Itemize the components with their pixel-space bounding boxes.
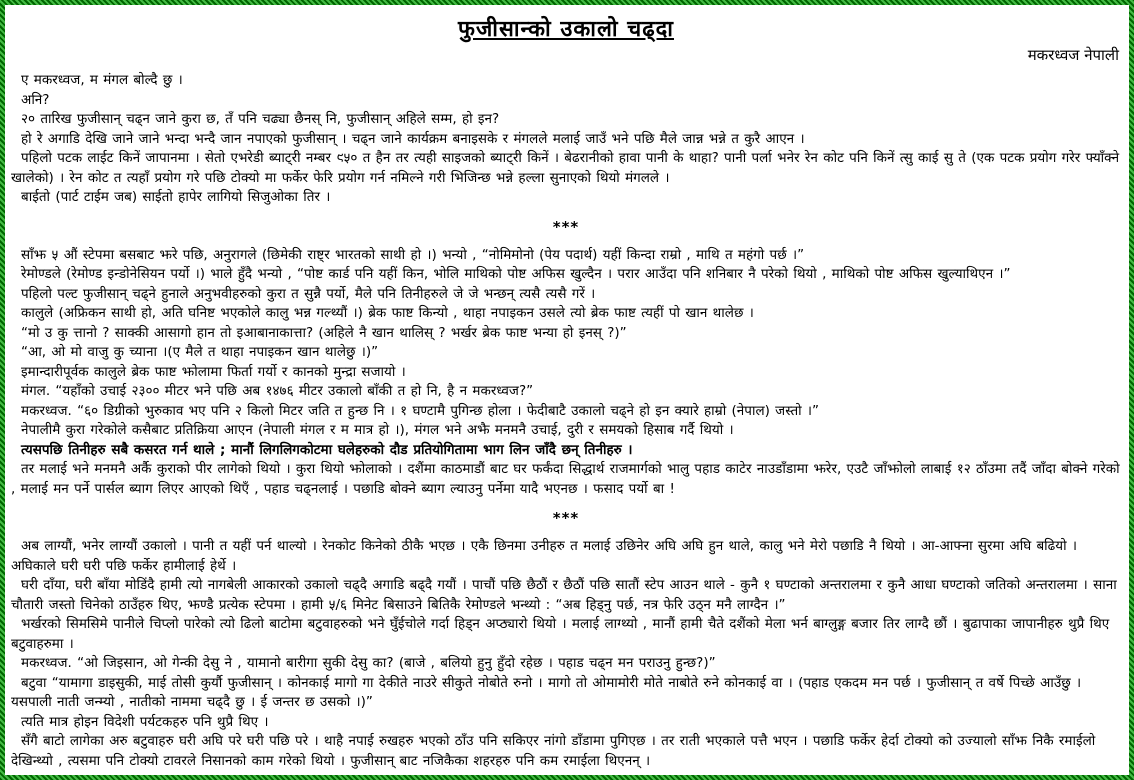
paragraph: कालुले (अफ्रिकन साथी हो, अति घनिष्ट भएकोले कालु भन्न गल्थ्यौं ।) ब्रेक फाष्ट किन्यो , थाहा नपाइकन उसले त्यो ब्रेक फाष्ट त्यहीं पो खान थालेछ । (21, 305, 754, 321)
paragraph: अनि? (21, 91, 50, 108)
paragraph: त्यति मात्र होइन विदेशी पर्यटकहरु पनि थुप्रै थिए । (21, 713, 269, 730)
page-title: फुजीसान्को उकालो चढ्दा (458, 17, 674, 42)
paragraph: पहिलो पटक लाईट किनें जापानमा । सेतो एभरेडी ब्याट्री नम्बर ९५० त हैन तर त्यही साइजको ब्याट्री किनें । बेढरानीको हावा पानी के थाहा? पानी पर्ला भनेर रेन कोट पनि किनें त्सु काई सु ते (एक पटक प्रयोग गरेर फ्याँक्ने खालेको) । रेन कोट त त्यहाँ प्रयोग गरे पछि टोक्यो मा फर्केर फेरि प्रयोग गर्न नमिल्ने गरी भिजिन्छ भन्ने हल्ला सुनाएको थियो मंगलले । (11, 150, 1120, 186)
paragraph: “मो उ कु त्तानो ? साक्की आसागो हान तो इआबानाकात्ता? (अहिले नै खान थालिस् ? भर्खर ब्रेक फाष्ट भन्या हो इनस् ?)” (21, 324, 627, 341)
author-byline: मकरध्वज नेपाली (1027, 46, 1119, 64)
paragraph: पहिलो पल्ट फुजीसान् चढ्ने हुनाले अनुभवीहरुको कुरा त सुन्नै पर्यो, मैले पनि तिनीहरुले जे जे भन्छन् त्यसै त्यसै गरें । (21, 285, 596, 302)
paragraph: मकरध्वज. “ओ जिइसान, ओ गेन्की देसु ने , यामानो बारीगा सुकी देसु का? (बाजे , बलियो हुनु हुँदो रहेछ । पहाड चढ्न मन पराउनु हुन्छ?)” (21, 655, 716, 671)
paragraph: साँझ ५ औं स्टेपमा बसबाट झरे पछि, अनुरागले (छिमेकी राष्ट्र भारतको साथी हो ।) भन्यो , “नोमिमोनो (पेय पदार्थ) यहीं किन्दा राम्रो , माथि त महंगो पर्छ ।” (21, 246, 805, 263)
paragraph: हो रे अगाडि देखि जाने जाने भन्दा भन्दै जान नपाएको फुजीसान् । चढ्न जाने कार्यक्रम बनाइसके र मंगलले मलाई जाउँ भने पछि मैले जान्न भन्ने त कुरै आएन । (21, 130, 805, 147)
paragraph: अब लाग्यौं, भनेर लाग्यौं उकालो । पानी त यहीं पर्न थाल्यो । रेनकोट किनेको ठीकै भएछ । एकै छिनमा उनीहरु त मलाई उछिनेर अघि अघि हुन थाले, कालु भने मेरो पछाडि नै थियो । आ-आफ्ना सुरमा अघि बढियो । अघिकाले घरी घरी पछि फर्केर हामीलाई हेर्थे । (11, 538, 1078, 574)
paragraph: ए मकरध्वज, म मंगल बोल्दै छु । (21, 72, 183, 88)
paragraph: “आ, ओ मो वाजु कु च्याना ।(ए मैले त थाहा नपाइकन खान थालेछु ।)” (21, 344, 379, 360)
paragraph: इमान्दारीपूर्वक कालुले ब्रेक फाष्ट झोलामा फिर्ता गर्यो र कानको मुन्द्रा सजायो । (21, 363, 406, 380)
paragraph: त्यसपछि तिनीहरु सबै कसरत गर्न थाले ; मानौं लिगलिगकोटमा घलेहरुको दौड प्रतियोगितामा भाग लिन जाँदै छन् तिनीहरु । (21, 441, 633, 458)
section-separator: *** (552, 217, 580, 236)
paragraph: २० तारिख फुजीसान् चढ्न जाने कुरा छ, तँ पनि चढ्या छैनस् नि, फुजीसान् अहिले सम्म, हो इन? (21, 111, 500, 127)
paragraph: नेपालीमै कुरा गरेकोले कसैबाट प्रतिक्रिया आएन (नेपाली मंगल र म मात्र हो ।), मंगल भने अझै मनमनै उचाई, दुरी र समयको हिसाब गर्दै थियो । (21, 422, 734, 438)
paragraph: बटुवा “यामागा डाइसुकी, माई तोसी कुर्यौ फुजीसान् । कोनकाई मागो गा देकीते नाउरे सीकुते नोबोते रुनो । मागो तो ओमामोरी मोते नाबोते रुने कोनकाई वा । (पहाड एकदम मन पर्छ । फुजीसान् त वर्षे पिच्छे आउँछु । यसपाली नाती जन्म्यो , नातीको नाममा चढ्दै छु । ई जन्तर छ उसको ।)” (11, 674, 1082, 710)
document-page (5, 5, 1129, 775)
section-separator: *** (552, 509, 580, 527)
document-body (11, 71, 1121, 771)
paragraph: रेमोण्डले (रेमोण्ड इन्डोनेसियन पर्यो ।) भाले हुँदै भन्यो , “पोष्ट कार्ड पनि यहीं किन, भोलि माथिको पोष्ट अफिस खुल्दैन । परार आउँदा पनि शनिबार नै परेको थियो , माथिको पोष्ट अफिस खुल्याथिएन ।” (21, 266, 1011, 282)
paragraph: तर मलाई भने मनमनै अर्कै कुराको पीर लागेको थियो । कुरा थियो झोलाको । दशैंमा काठमाडौं बाट घर फर्कंदा सिद्धार्थ राजमार्गको भालु पहाड काटेर नाउडाँडामा झरेर, एउटै जाँझोलो लाबाई १२ ठाँउमा तदैं जाँदा बोक्ने गरेको , मलाई मन पर्ने पार्सल ब्याग लिएर आएको थिएँ , पहाड चढ्नलाई । पछाडि बोक्ने ब्याग ल्याउनु पर्नेमा यादै भएनछ । फसाद पर्यो बा ! (11, 461, 1120, 497)
paragraph: भर्खरको सिमसिमे पानीले चिप्लो पारेको त्यो ढिलो बाटोमा बटुवाहरुको भने घुँईचोले गर्दा हिड्न अप्ठ्यारो थियो । मलाई लाग्थ्यो , मानौं हामी चैते दशैंको मेला भर्न बाग्लुङ्ग बजार तिर लाग्दै छौं । बुढापाका जापानीहरु थुप्रै थिए बटुवाहरुमा । (11, 616, 1110, 652)
paragraph: घरी दाँया, घरी बाँया मोडिंदै हामी त्यो नागबेली आकारको उकालो चढ्दै अगाडि बढ्दै गयौं । पाचौं पछि छैठौं र छैठौं पछि सातौं स्टेप आउन थाले - कुनै १ घण्टाको अन्तरालमा र कुनै आधा घण्टाको जतिको अन्तरालमा । साना चौतारी जस्तो चिनेको ठाउँहरु थिए, झण्डै प्रत्येक स्टेपमा । हामी ५/६ मिनेट बिसाउने बितिकै रेमोण्डले भन्थ्यो : “अब हिड्नु पर्छ, नत्र फेरि उठ्न मनै लाग्दैन ।” (11, 577, 1117, 613)
paragraph: मकरध्वज. “६० डिग्रीको भुरुकाव भए पनि २ किलो मिटर जति त हुन्छ नि । १ घण्टामै पुगिन्छ होला । फेदीबाटै उकालो चढ्ने हो इन क्यारे हाम्रो (नेपाल) जस्तो ।” (21, 402, 820, 419)
paragraph: बाईतो (पार्ट टाईम जब) साईतो हापेर लागियो सिजुओका तिर । (21, 189, 331, 205)
paragraph: सँगै बाटो लागेका अरु बटुवाहरु घरी अघि परे घरी पछि परे । थाहै नपाई रुखहरु भएको ठाँउ पनि सकिएर नांगो डाँडामा पुगिएछ । तर राती भएकाले पत्तै भएन । पछाडि फर्केर हेर्दा टोक्यो को उज्यालो साँझ निकै रमाईलो देखिन्थ्यो , त्यसमा पनि टोक्यो टावरले निसानको काम गरेको थियो । फुजीसान् बाट नजिकैका शहरहरु पनि कम रमाईला थिएनन् । (11, 733, 1096, 769)
paragraph: मंगल. “यहाँको उचाई २३०० मीटर भने पछि अब १४७६ मीटर उकालो बाँकी त हो नि, है न मकरध्वज?” (21, 383, 534, 399)
